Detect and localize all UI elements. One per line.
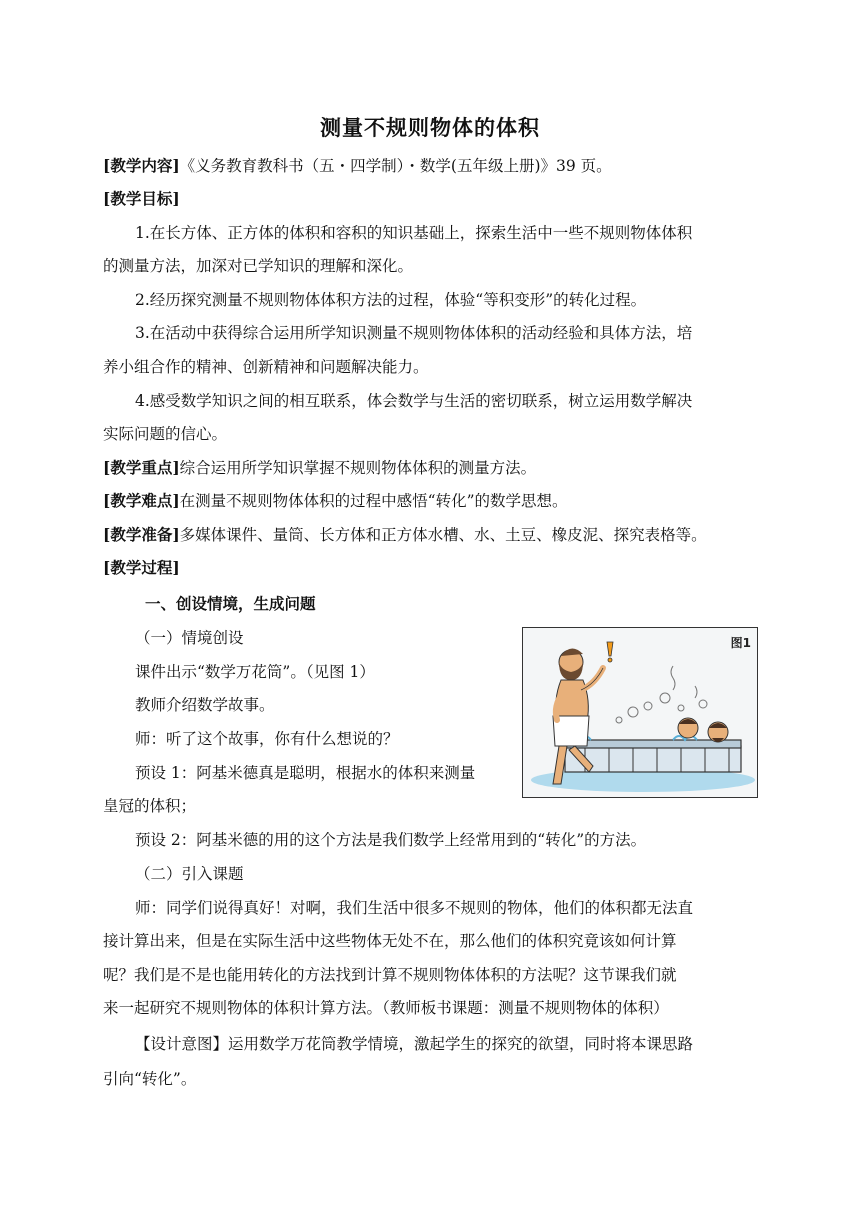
teaching-content-text: 《义务教育教科书（五・四学制）・数学(五年级上册)》39 页。: [179, 157, 612, 175]
design-intent-line-1: 【设计意图】运用数学万花筒教学情境，激起学生的探究的欲望，同时将本课思路: [135, 1035, 694, 1053]
difficulty-label: [教学难点]: [103, 491, 180, 510]
figure-label: 图1: [730, 636, 751, 650]
text-line: 预设 2：阿基米德的用的这个方法是我们数学上经常用到的“转化”的方法。: [135, 831, 647, 849]
design-intent-line-2: 引向“转化”。: [103, 1070, 197, 1088]
teaching-content-label: [教学内容]: [103, 156, 180, 175]
paragraph-line: 接计算出来，但是在实际生活中这些物体无处不在，那么他们的体积究竟该如何计算: [103, 932, 677, 950]
goal-3-line-1: 3.在活动中获得综合运用所学知识测量不规则物体体积的活动经验和具体方法，培: [135, 324, 693, 342]
preparation-text: 多媒体课件、量筒、长方体和正方体水槽、水、土豆、橡皮泥、探究表格等。: [179, 526, 707, 544]
paragraph-line: 来一起研究不规则物体的体积计算方法。（教师板书课题：测量不规则物体的体积）: [103, 999, 669, 1017]
goal-4-line-1: 4.感受数学知识之间的相互联系，体会数学与生活的密切联系，树立运用数学解决: [135, 392, 693, 410]
goal-2-line-1: 2.经历探究测量不规则物体体积方法的过程，体验“等积变形”的转化过程。: [135, 291, 647, 309]
difficulty-text: 在测量不规则物体体积的过程中感悟“转化”的数学思想。: [179, 492, 568, 510]
difficulty: [103, 491, 568, 511]
page-title: 测量不规则物体的体积: [320, 115, 540, 140]
key-point-label: [教学重点]: [103, 458, 180, 477]
text-line: 课件出示“数学万花筒”。（见图 1）: [135, 663, 375, 681]
key-point: [103, 458, 536, 478]
goals-label: [教学目标]: [103, 189, 180, 208]
preparation: [103, 525, 707, 545]
paragraph-line: 呢？我们是不是也能用转化的方法找到计算不规则物体体积的方法呢？这节课我们就: [103, 966, 677, 984]
subsection-2-heading: （二）引入课题: [135, 865, 244, 883]
text-line: 预设 1：阿基米德真是聪明，根据水的体积来测量: [135, 764, 476, 782]
section-1-heading: 一、创设情境，生成问题: [145, 594, 316, 613]
preparation-label: [教学准备]: [103, 525, 180, 544]
text-line: 师：听了这个故事，你有什么想说的？: [135, 730, 399, 748]
teaching-content: [103, 156, 612, 176]
goal-4-line-2: 实际问题的信心。: [103, 425, 228, 443]
text-line: 皇冠的体积；: [103, 797, 197, 815]
text-line: 教师介绍数学故事。: [135, 696, 275, 714]
key-point-text: 综合运用所学知识掌握不规则物体体积的测量方法。: [179, 459, 537, 477]
goal-1-line-1: 1.在长方体、正方体的体积和容积的知识基础上，探索生活中一些不规则物体体积: [135, 224, 693, 242]
bath-scene-drawing: [523, 628, 757, 797]
process-label: [教学过程]: [103, 558, 180, 577]
archimedes-illustration: [522, 627, 758, 798]
goal-1-line-2: 的测量方法，加深对已学知识的理解和深化。: [103, 257, 414, 275]
goal-3-line-2: 养小组合作的精神、创新精神和问题解决能力。: [103, 358, 429, 376]
subsection-1-heading: （一）情境创设: [135, 629, 244, 647]
paragraph-line: 师：同学们说得真好！对啊，我们生活中很多不规则的物体，他们的体积都无法直: [135, 899, 694, 917]
